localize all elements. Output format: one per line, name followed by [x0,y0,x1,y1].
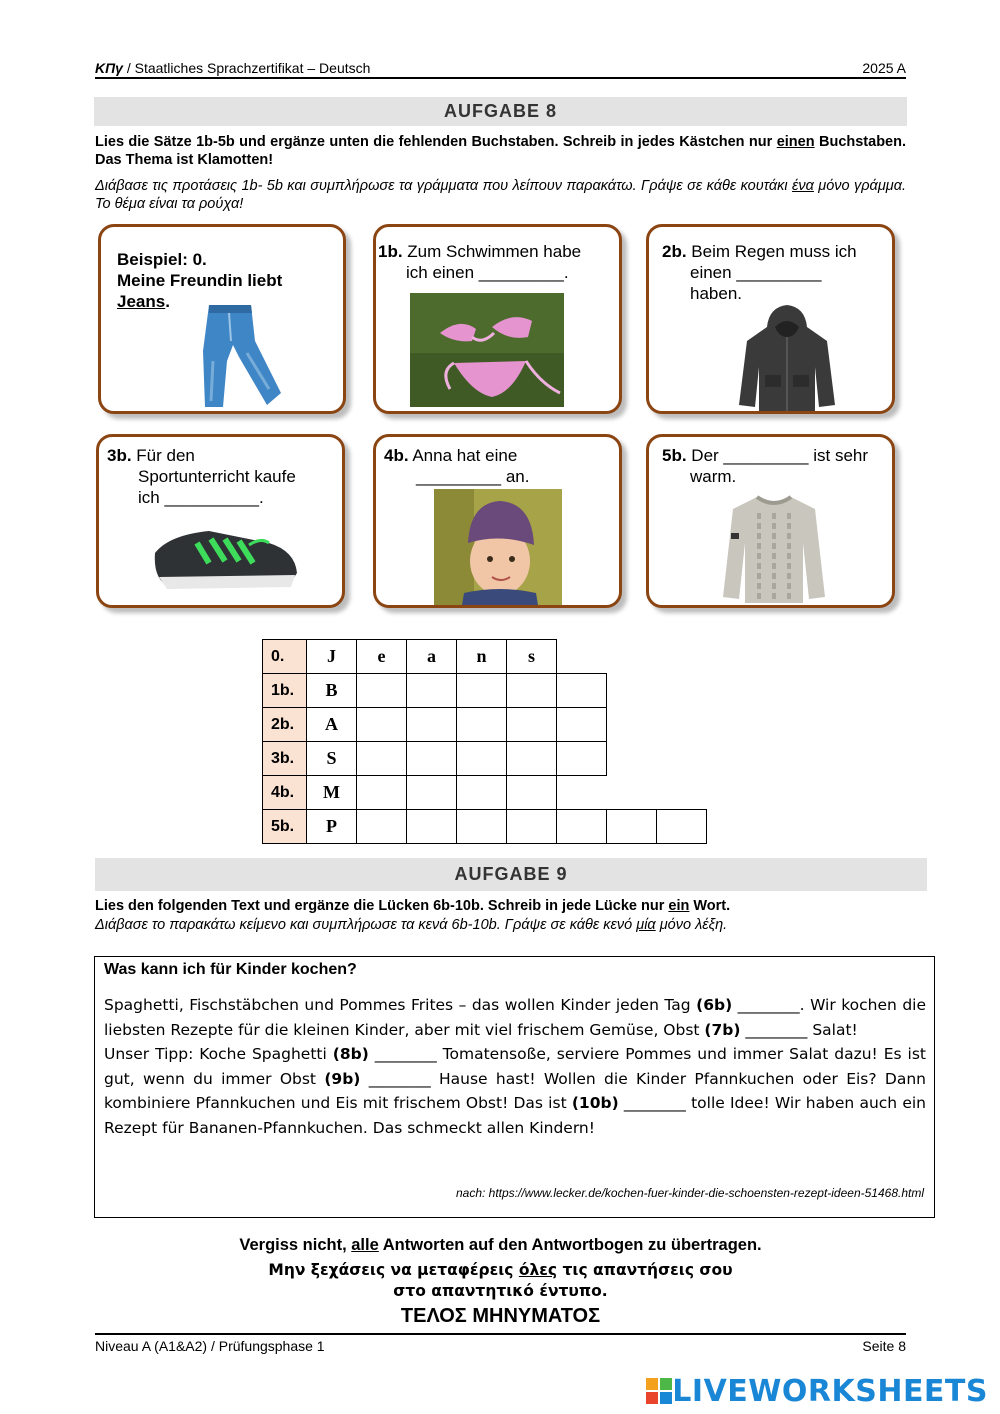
card-5b [646,434,895,608]
hat-girl-image [434,489,562,605]
page-footer [95,1338,906,1354]
card-3b [96,434,345,608]
card-1b [373,224,622,414]
grid-row-1b [263,674,707,708]
grid-input-cell[interactable] [407,674,457,708]
grid-input-cell[interactable] [357,810,407,844]
text-box-body: Spaghetti, Fischstäbchen und Pommes Frites – das wollen Kinder jeden Tag (6b) ________. Wir kochen die liebsten Rezepte für die kleinen Kinder, aber mit viel frischem Gemüse, Obst (7b) ________ Salat! Unser Tipp: Koche Spaghetti (8b) ________ Tomatensoße, serviere Pommes und immer Salat dazu! Es ist gut, wenn du immer Obst (9b) ________ Hause hast! Wollen die Kinder Pfannkuchen oder Eis? Dann kombiniere Pfannkuchen und Eis mit frischem Obst! Das ist (10b) ________ tolle Idee! Wir haben auch ein Rezept für Bananen-Pfannkuchen. Das schmeckt allen Kindern! [104,996,926,1137]
card-2b-text: 2b. Beim Regen muss ich einen _________ haben. [662,242,857,303]
card-1b-text: 1b. Zum Schwimmen habe ich einen _________. [378,242,582,282]
task8-instr-gr: Διάβασε τις προτάσεις 1b- 5b και συμπλήρωσε τα γράμματα που λείπουν παρακάτω. Γράψε σε κάθε κουτάκι ένα μόνο γράμμα. Το θέμα είναι τα ρούχα! [95,178,906,212]
grid-input-cell[interactable] [407,742,457,776]
grid-input-cell[interactable] [407,708,457,742]
grid-input-cell[interactable] [507,742,557,776]
letter-grid [262,639,707,844]
closing-gr: Μην ξεχάσεις να μεταφέρεις όλες τις απαντήσεις σου [268,1261,733,1279]
grid-row-4b [263,776,707,810]
grid-cell: M [307,776,357,810]
grid-cell: P [307,810,357,844]
card-4b-text: 4b. Anna hat eine _________ an. [384,446,530,486]
grid-input-cell[interactable] [407,810,457,844]
grid-cell: s [507,640,557,674]
closing-de: Vergiss nicht, alle Antworten auf den Antwortbogen zu übertragen. [239,1236,762,1254]
grid-input-cell[interactable] [457,776,507,810]
end-message: ΤΕΛΟΣ ΜΗΝΥΜΑΤΟΣ [400,1305,601,1327]
grid-label: 4b. [263,776,307,810]
task8-title: AUFGABE 8 [94,97,907,126]
liveworksheets-icon [646,1378,672,1404]
sweater-image [719,493,829,605]
task9-title: AUFGABE 9 [95,858,927,891]
grid-row-3b [263,742,707,776]
grid-cell: a [407,640,457,674]
grid-input-cell[interactable] [507,674,557,708]
grid-input-cell[interactable] [357,708,407,742]
gap-8b: (8b) [332,1045,369,1064]
grid-input-cell[interactable] [557,674,607,708]
grid-input-cell[interactable] [557,708,607,742]
grid-input-cell[interactable] [507,810,557,844]
grid-input-cell[interactable] [357,776,407,810]
grid-row-2b [263,708,707,742]
jeans-image [189,301,293,411]
text-box-title: Was kann ich für Kinder kochen? [104,961,357,978]
grid-input-cell[interactable] [557,810,607,844]
gap-9b: (9b) [324,1069,361,1088]
grid-input-cell[interactable] [557,742,607,776]
grid-cell: B [307,674,357,708]
grid-input-cell[interactable] [457,742,507,776]
card-5b-text: 5b. Der _________ ist sehr warm. [662,446,869,486]
grid-input-cell[interactable] [507,776,557,810]
task9-instr-de: Lies den folgenden Text und ergänze die Lücken 6b-10b. Schreib in jede Lücke nur ein Wort. [95,898,731,914]
grid-label: 2b. [263,708,307,742]
grid-input-cell[interactable] [357,674,407,708]
page-number: Seite 8 [862,1338,906,1354]
grid-label: 1b. [263,674,307,708]
footer-rule [95,1333,906,1335]
closing-gr-2: στο απαντητικό έντυπο. [393,1282,608,1300]
grid-cell: J [307,640,357,674]
grid-input-cell[interactable] [607,810,657,844]
grid-cell: S [307,742,357,776]
grid-input-cell[interactable] [507,708,557,742]
grid-label: 3b. [263,742,307,776]
card-example [98,224,346,414]
card-3b-text: 3b. Für den Sportunterricht kaufe ich __________. [107,446,296,507]
source-link: nach: https://www.lecker.de/kochen-fuer-kinder-die-schoensten-rezept-ideen-51468.html [455,1186,924,1200]
header-title: / Staatliches Sprachzertifikat – Deutsch [122,60,371,76]
task8-instr-de: Lies die Sätze 1b-5b und ergänze unten die fehlenden Buchstaben. Schreib in jedes Kästchen nur einen Buchstaben. Das Thema ist Klamotten! [95,134,907,168]
card-4b [373,434,622,608]
grid-input-cell[interactable] [457,674,507,708]
example-text: Beispiel: 0. Meine Freundin liebt Jeans. [117,250,283,311]
header-rule [95,77,906,79]
rain-jacket-image [735,301,839,413]
grid-input-cell[interactable] [357,742,407,776]
grid-input-cell[interactable] [407,776,457,810]
grid-cell: A [307,708,357,742]
grid-label: 5b. [263,810,307,844]
page-header [95,60,906,76]
grid-label: 0. [263,640,307,674]
header-kpg: ΚΠγ [95,60,123,76]
bikini-image [410,293,564,407]
grid-cell: e [357,640,407,674]
footer-level: Niveau A (A1&A2) / Prüfungsphase 1 [95,1338,325,1354]
grid-row-0 [263,640,707,674]
card-2b [646,224,895,414]
grid-input-cell[interactable] [457,810,507,844]
grid-input-cell[interactable] [657,810,707,844]
grid-input-cell[interactable] [457,708,507,742]
grid-cell: n [457,640,507,674]
gap-7b: (7b) [704,1020,741,1039]
sneaker-image [149,517,301,595]
gap-6b: (6b) [696,996,733,1014]
liveworksheets-logo[interactable]: LIVEWORKSHEETS [646,1374,988,1409]
gap-10b: (10b) [571,1094,619,1113]
header-year: 2025 A [862,60,906,76]
text-box [94,956,935,1218]
task9-instr-gr: Διάβασε το παρακάτω κείμενο και συμπλήρωσε τα κενά 6b-10b. Γράψε σε κάθε κενό μία μόνο λέξη. [95,917,728,933]
grid-row-5b [263,810,707,844]
